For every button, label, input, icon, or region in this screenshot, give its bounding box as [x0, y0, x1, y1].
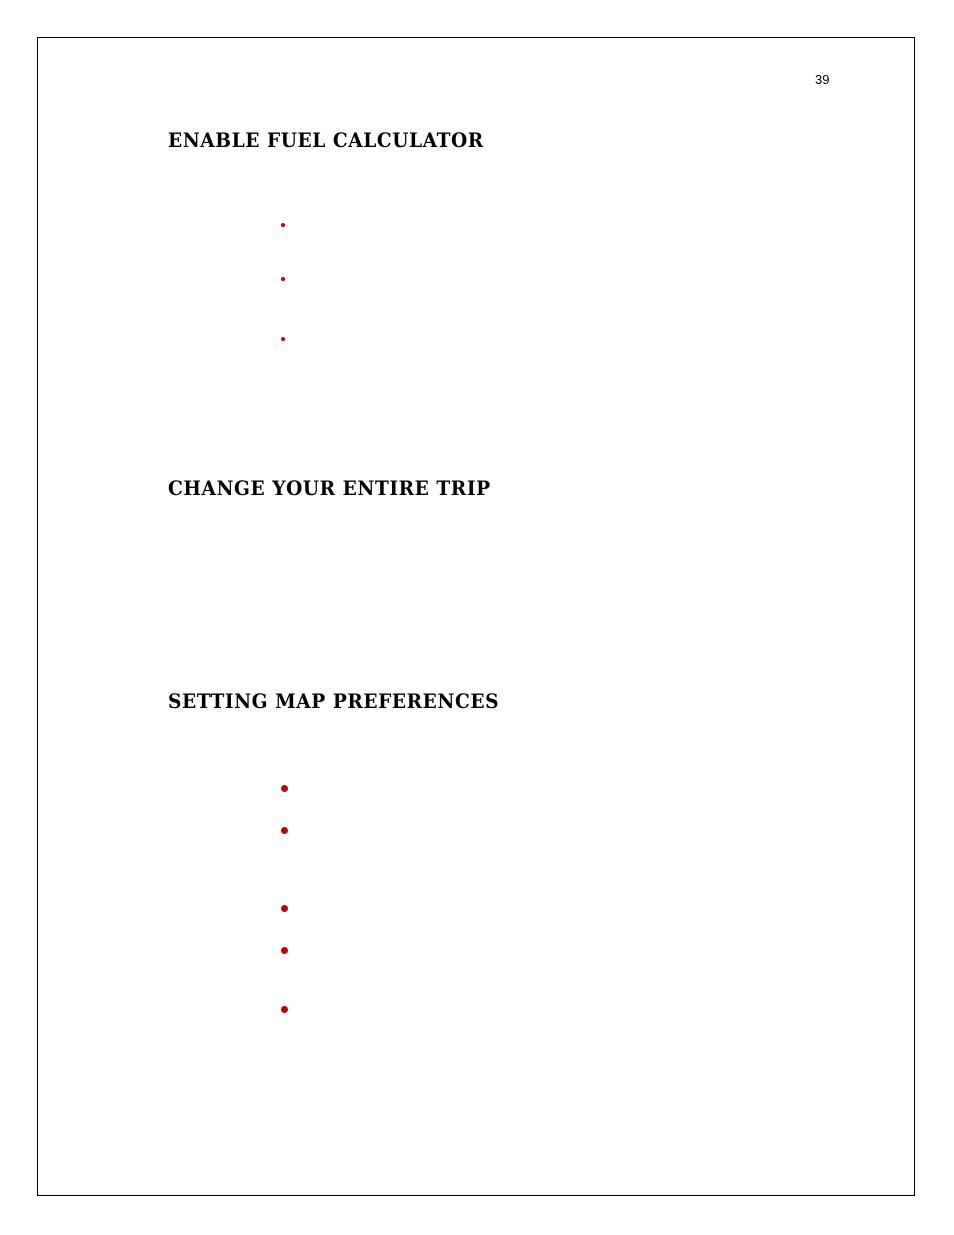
- heading-setting-map-preferences: SETTING MAP PREFERENCES: [168, 689, 500, 713]
- bullet-marker: [281, 223, 285, 227]
- bullet-marker: [281, 947, 288, 954]
- bullet-marker: [281, 905, 288, 912]
- heading-change-your-entire-trip: CHANGE YOUR ENTIRE TRIP: [168, 476, 491, 500]
- bullet-marker: [281, 277, 285, 281]
- heading-enable-fuel-calculator: ENABLE FUEL CALCULATOR: [168, 128, 484, 152]
- bullet-marker: [281, 785, 288, 792]
- bullet-marker: [281, 1006, 288, 1013]
- bullet-marker: [281, 827, 288, 834]
- page-number: 39: [815, 72, 830, 87]
- bullet-marker: [281, 337, 285, 341]
- page-border: [37, 37, 915, 1196]
